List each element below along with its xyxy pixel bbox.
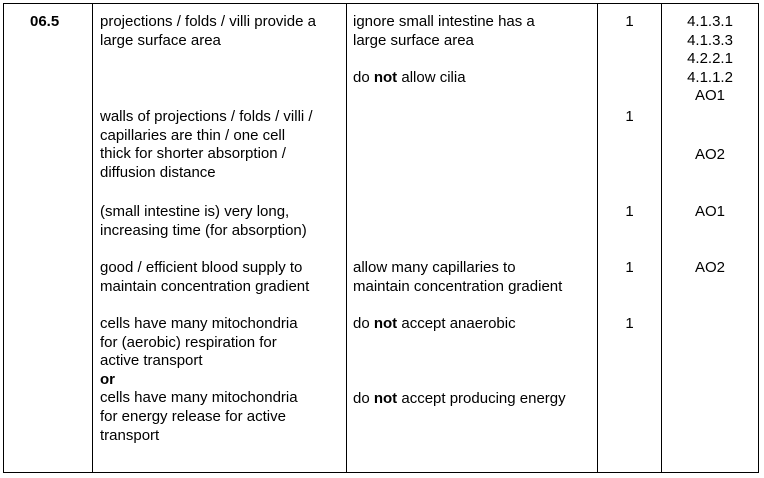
answer-surface-area: projections / folds / villi provide a large surface area — [100, 13, 316, 49]
mark: 1 — [625, 315, 634, 332]
guidance-no-producing-energy: do not accept producing energy — [353, 390, 566, 407]
answer-long-intestine: (small intestine is) very long, increasing time (for absorption) — [100, 203, 307, 239]
answer-mitochondria: cells have many mitochondria for (aerobic) respiration for active transport or cells have many mitochondria for energy release for active transport — [100, 315, 298, 444]
answer-thin-walls: walls of projections / folds / villi / capillaries are thin / one cell thick for shorter absorption / diffusion distance — [100, 108, 313, 181]
question-number: 06.5 — [30, 13, 60, 30]
assessment-objective: AO1 — [694, 203, 725, 220]
or-separator: or — [100, 370, 115, 388]
spec-references: 4.1.3.1 4.1.3.3 4.2.2.1 4.1.1.2 AO1 — [687, 13, 733, 105]
assessment-objective: AO2 — [694, 259, 725, 276]
mark: 1 — [625, 203, 634, 220]
guidance-no-cilia: do not allow cilia — [353, 69, 466, 86]
guidance-no-anaerobic: do not accept anaerobic — [353, 315, 516, 332]
assessment-objective: AO2 — [694, 146, 725, 163]
mark: 1 — [625, 13, 634, 30]
column-divider — [92, 3, 93, 473]
mark: 1 — [625, 108, 634, 125]
mark: 1 — [625, 259, 634, 276]
column-divider — [346, 3, 347, 473]
guidance-ignore: ignore small intestine has a large surface area — [353, 13, 535, 49]
column-divider — [597, 3, 598, 473]
answer-blood-supply: good / efficient blood supply to maintain concentration gradient — [100, 259, 310, 295]
guidance-allow-capillaries: allow many capillaries to maintain concentration gradient — [353, 259, 563, 295]
